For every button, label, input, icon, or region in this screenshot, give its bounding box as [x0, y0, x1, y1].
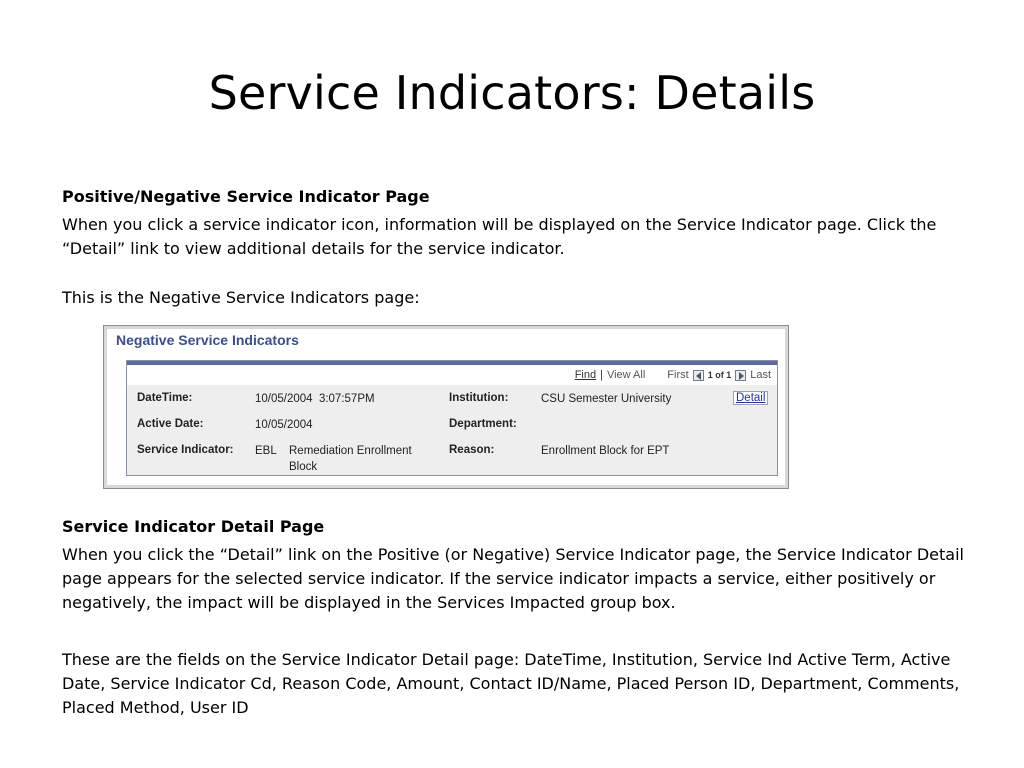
active-date-label: Active Date: [137, 418, 204, 430]
institution-value: CSU Semester University [541, 393, 672, 405]
next-arrow-icon[interactable] [735, 370, 746, 381]
service-indicator-label: Service Indicator: [137, 444, 234, 456]
department-label: Department: [449, 418, 517, 430]
datetime-value: 10/05/2004 3:07:57PM [255, 393, 375, 405]
last-label: Last [750, 369, 771, 381]
service-indicator-description-line2: Block [289, 461, 318, 473]
screenshot-title: Negative Service Indicators [116, 332, 299, 348]
reason-value: Enrollment Block for EPT [541, 445, 670, 457]
nav-separator: | [600, 369, 603, 381]
section-paragraph-detail-page: When you click the “Detail” link on the Positive (or Negative) Service Indicator page, the Service Indicator Detail page appears for the selected service indicator. If the service indicator impacts a service, either positively or negatively, the impact will be displayed in the Services Impacted group box. [62, 545, 964, 612]
active-date-value: 10/05/2004 [255, 419, 313, 431]
section-heading-indicator-page: Positive/Negative Service Indicator Page [62, 187, 430, 206]
previous-arrow-icon[interactable] [693, 370, 704, 381]
section-heading-detail-page: Service Indicator Detail Page [62, 517, 325, 536]
first-label: First [667, 369, 689, 381]
negative-page-intro: This is the Negative Service Indicators page: [62, 288, 420, 307]
view-all-link[interactable]: View All [606, 369, 646, 381]
datetime-label: DateTime: [137, 392, 193, 404]
grid-navigation [575, 369, 771, 381]
service-indicator-description-line1: Remediation Enrollment [289, 445, 412, 457]
slide-title: Service Indicators: Details [208, 66, 816, 120]
detail-page-fields-paragraph: These are the fields on the Service Indicator Detail page: DateTime, Institution, Service Ind Active Term, Active Date, Service Indicator Cd, Reason Code, Amount, Contact ID/Name, Placed Person ID, Department, Comments, Placed Method, User ID [62, 650, 960, 717]
institution-label: Institution: [449, 392, 509, 404]
section-paragraph-indicator-page: When you click a service indicator icon, information will be displayed on the Service Indicator page. Click the “Detail” link to view additional details for the service indicator. [62, 215, 937, 258]
indicator-grid [126, 360, 778, 476]
detail-link[interactable]: Detail [733, 391, 768, 405]
row-counter: 1 of 1 [707, 370, 732, 380]
grid-header-bar [127, 361, 777, 365]
service-indicator-code: EBL [255, 445, 277, 457]
indicator-row [127, 385, 777, 475]
reason-label: Reason: [449, 444, 495, 456]
negative-service-indicators-screenshot [103, 325, 789, 489]
find-link[interactable]: Find [574, 369, 597, 381]
